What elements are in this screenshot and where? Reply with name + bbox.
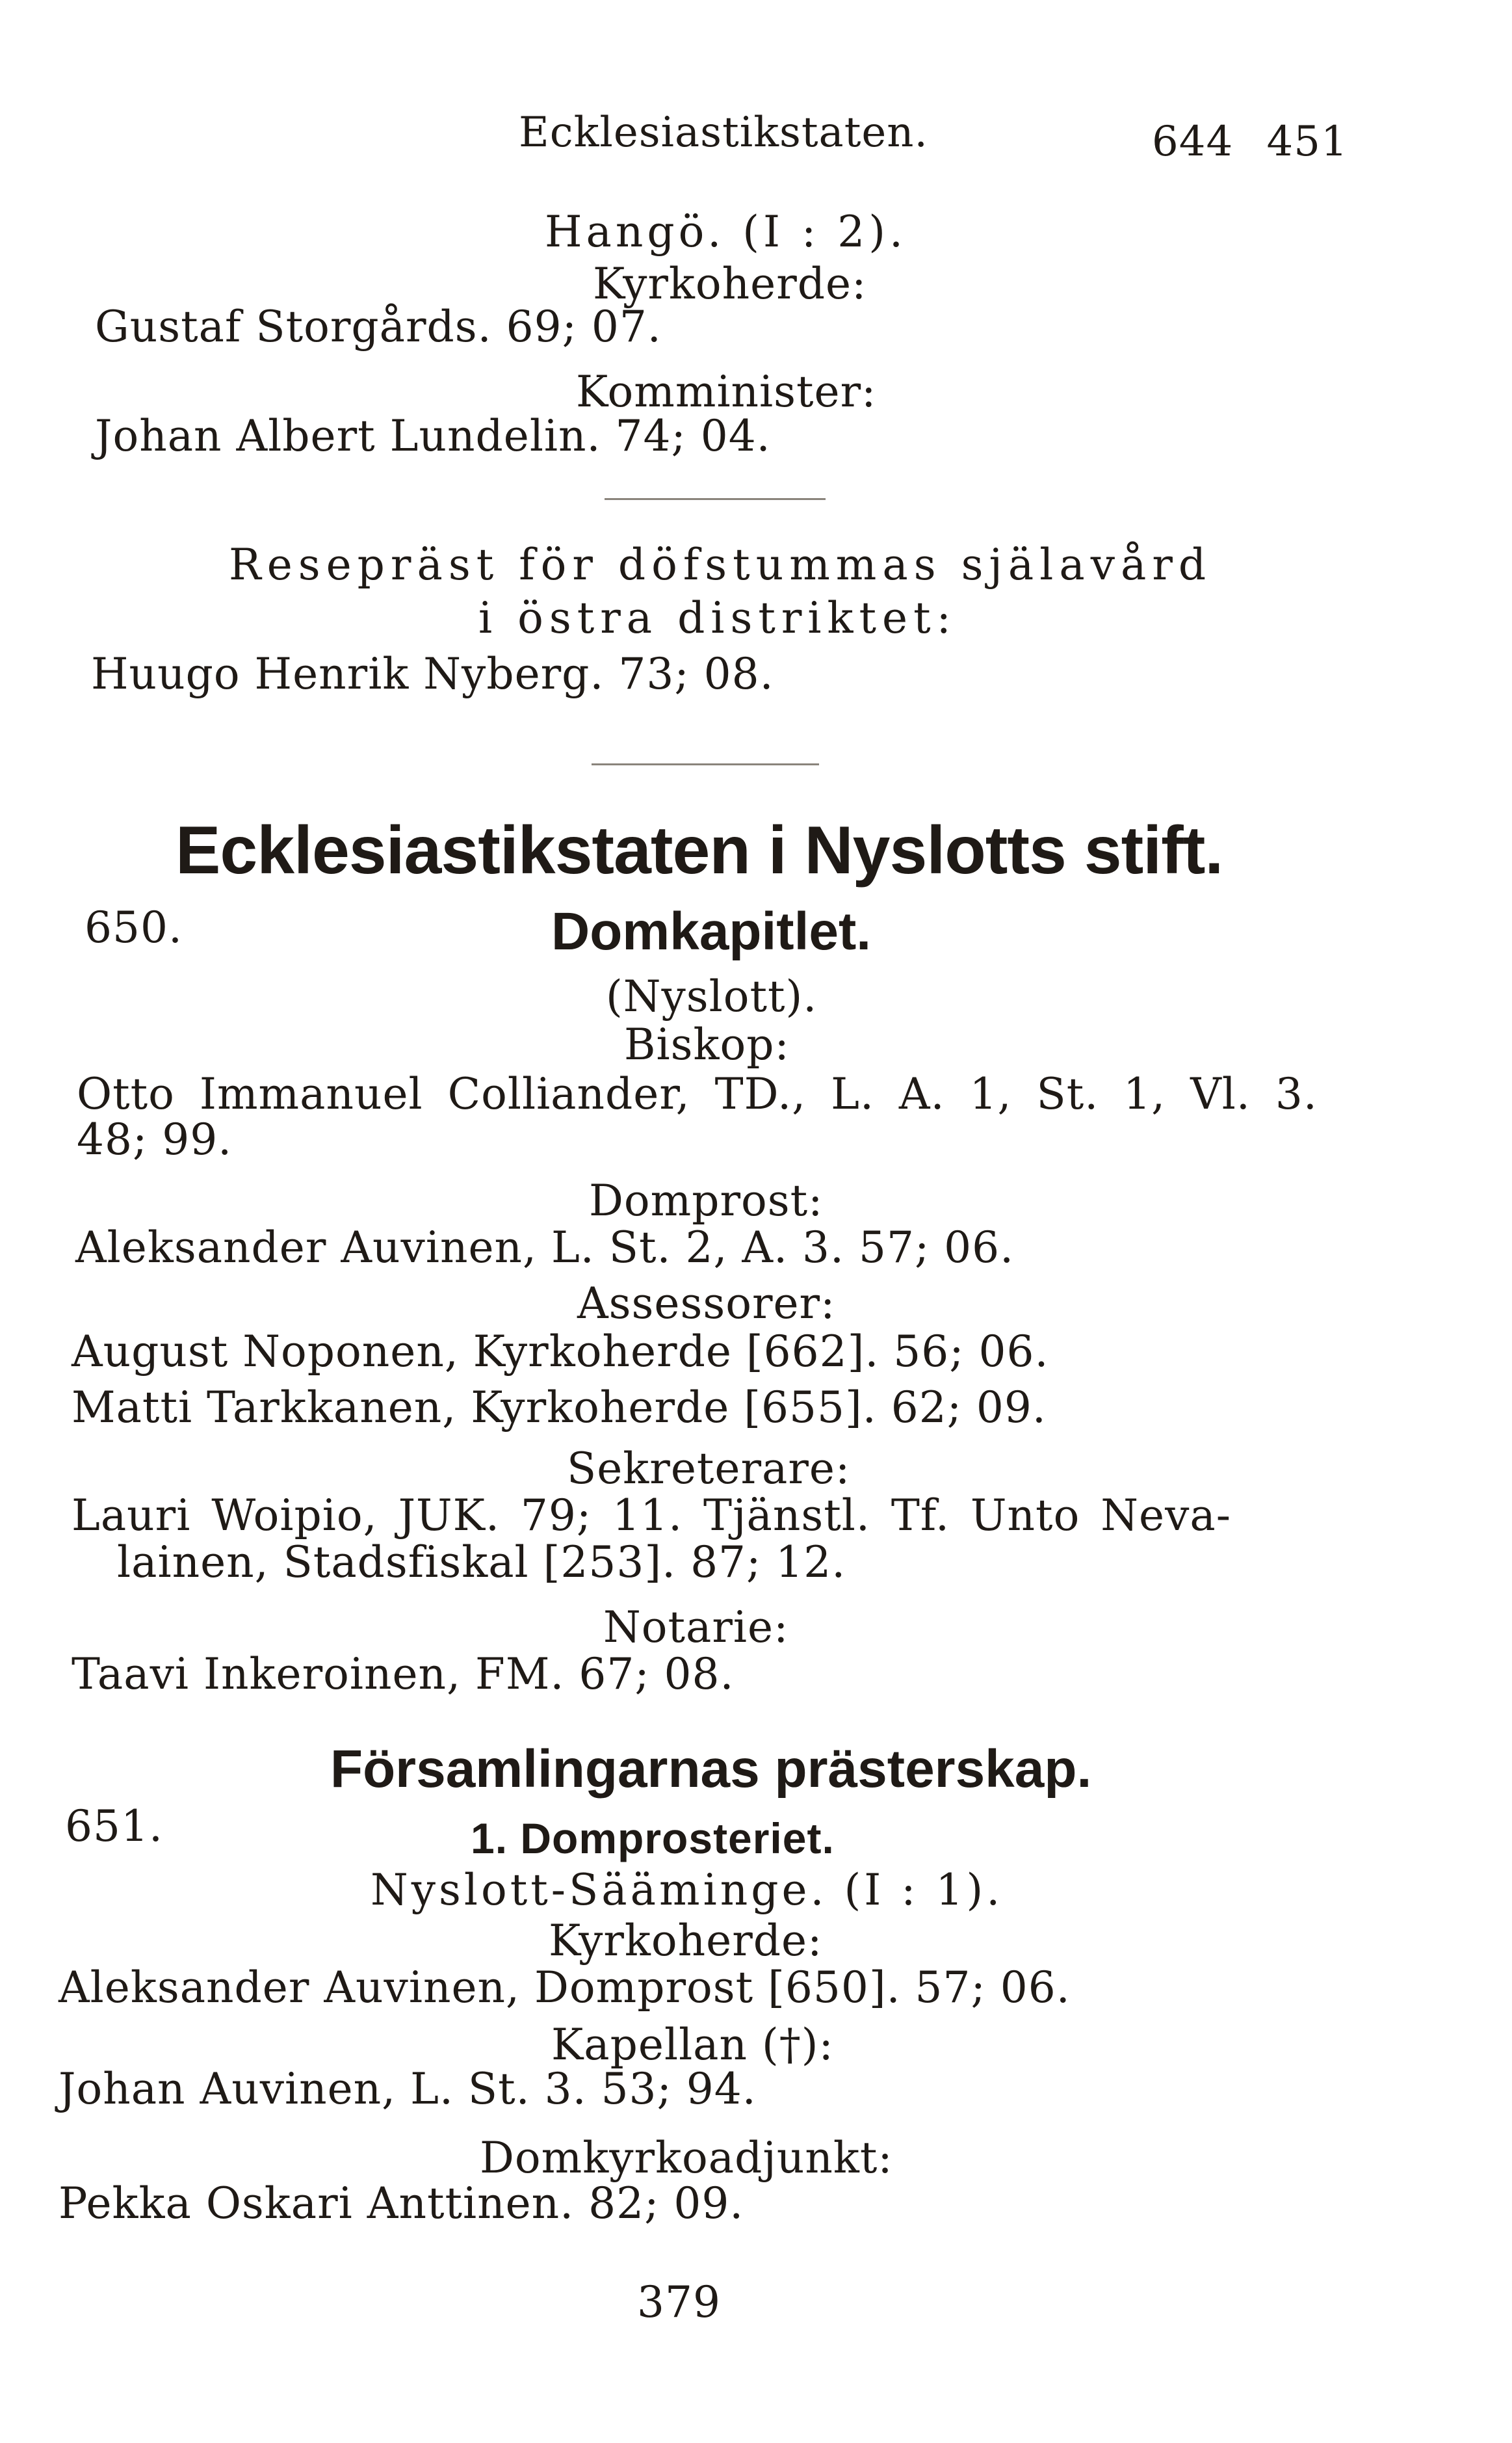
office-title-komminister: Komminister: bbox=[576, 367, 877, 417]
person-entry-continued: 48; 99. bbox=[77, 1115, 233, 1165]
divider bbox=[605, 498, 826, 500]
divider bbox=[592, 763, 819, 765]
parish-heading: Hangö. (I : 2). bbox=[545, 207, 907, 257]
stift-heading: Ecklesiastikstaten i Nyslotts stift. bbox=[176, 813, 1223, 888]
office-title-kyrkoherde: Kyrkoherde: bbox=[549, 1916, 823, 1966]
office-title-domkyrkoadjunkt: Domkyrkoadjunkt: bbox=[480, 2133, 893, 2183]
column-numbers: 644 451 bbox=[1152, 118, 1348, 166]
office-title-assessorer: Assessorer: bbox=[577, 1278, 836, 1328]
section-heading: Församlingarnas prästerskap. bbox=[330, 1739, 1092, 1799]
section-number: 650. bbox=[85, 903, 183, 953]
person-entry: Gustaf Storgårds. 69; 07. bbox=[95, 302, 662, 352]
person-entry: Aleksander Auvinen, Domprost [650]. 57; 06. bbox=[59, 1962, 1071, 2013]
section-number: 651. bbox=[65, 1801, 163, 1851]
person-entry: Lauri Woipio, JUK. 79; 11. Tjänstl. Tf. Unto Neva- bbox=[72, 1490, 1232, 1540]
office-title-notarie: Notarie: bbox=[603, 1602, 789, 1652]
deanery-heading: 1. Domprosteriet. bbox=[471, 1814, 835, 1862]
person-entry: Johan Auvinen, L. St. 3. 53; 94. bbox=[59, 2064, 757, 2114]
office-title-kapellan: Kapellan (†): bbox=[551, 2020, 834, 2070]
office-title-sekreterare: Sekreterare: bbox=[567, 1444, 851, 1494]
office-title-biskop: Biskop: bbox=[624, 1020, 790, 1070]
person-entry: Taavi Inkeroinen, FM. 67; 08. bbox=[72, 1649, 735, 1699]
person-entry: Otto Immanuel Colliander, TD., L. A. 1, St. 1, Vl. 3. bbox=[77, 1069, 1318, 1119]
parish-heading: Nyslott-Sääminge. (I : 1). bbox=[371, 1865, 1004, 1915]
section-title: Domkapitlet. bbox=[551, 902, 872, 961]
person-entry: Pekka Oskari Anttinen. 82; 09. bbox=[59, 2178, 744, 2228]
page-number: 379 bbox=[637, 2277, 721, 2327]
office-title-resepraest-line2: i östra distriktet: bbox=[478, 593, 957, 643]
office-title-resepraest: Resepräst för döfstummas själavård bbox=[229, 540, 1212, 590]
person-entry: Huugo Henrik Nyberg. 73; 08. bbox=[91, 649, 774, 699]
office-title-domprost: Domprost: bbox=[589, 1176, 824, 1226]
office-title-kyrkoherde: Kyrkoherde: bbox=[593, 259, 867, 309]
person-entry: Matti Tarkkanen, Kyrkoherde [655]. 62; 09. bbox=[72, 1382, 1047, 1433]
person-entry-continued: lainen, Stadsfiskal [253]. 87; 12. bbox=[117, 1537, 846, 1587]
running-title: Ecklesiastikstaten. bbox=[519, 109, 928, 157]
person-entry: August Noponen, Kyrkoherde [662]. 56; 06. bbox=[72, 1327, 1049, 1377]
person-entry: Aleksander Auvinen, L. St. 2, A. 3. 57; 06. bbox=[75, 1222, 1015, 1273]
place-label: (Nyslott). bbox=[606, 971, 818, 1022]
person-entry: Johan Albert Lundelin. 74; 04. bbox=[95, 411, 771, 461]
